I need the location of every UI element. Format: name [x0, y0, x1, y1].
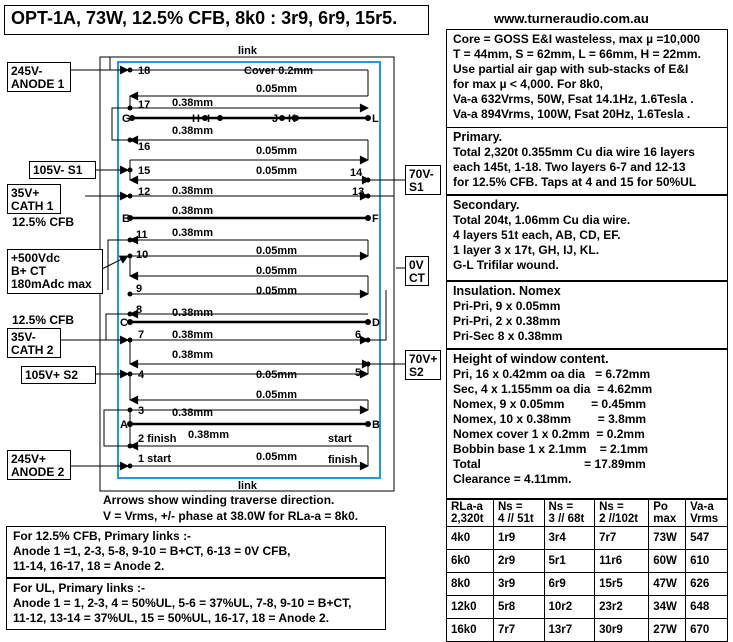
finish-label: finish	[328, 454, 358, 466]
letter-j: J	[272, 113, 279, 125]
table-row	[447, 573, 728, 596]
table-cell: 47W	[649, 573, 686, 596]
website[interactable]: www.turneraudio.com.au	[494, 11, 649, 26]
table-cell: 10r2	[544, 596, 595, 619]
pin-8: 8	[136, 304, 143, 316]
pin-11: 11	[136, 229, 148, 241]
table-cell: 670	[686, 619, 728, 642]
pin-9: 9	[136, 283, 143, 295]
cell-text: max	[653, 513, 677, 525]
text-line: Core = GOSS E&I wasteless, max µ =10,000	[453, 32, 701, 46]
cell-text: 2 //102t	[599, 513, 639, 525]
text-line: Pri-Sec 8 x 0.38mm	[453, 329, 563, 343]
terminal-line: 70V-	[409, 167, 434, 181]
wire-label: 0.05mm	[256, 265, 297, 277]
letter-i: I	[207, 113, 211, 125]
text-line: Total = 17.89mm	[453, 457, 646, 471]
text-line: each 145t, 1-18. Two layers 6-7 and 12-13	[453, 160, 686, 174]
table-cell: 15r5	[595, 573, 649, 596]
section-heading: Primary.	[453, 130, 503, 144]
terminal-line: 35V+	[11, 186, 40, 200]
arrow-note: Arrows show winding traverse direction.	[103, 493, 335, 507]
letter-b: B	[372, 419, 380, 431]
wire-label: 0.05mm	[256, 245, 297, 257]
terminal-line: 105V- S1	[33, 163, 83, 177]
terminal-0v-ct	[405, 256, 429, 286]
cover-label: Cover 0.2mm	[244, 65, 314, 77]
table-cell: 23r2	[595, 596, 649, 619]
letter-g: G	[122, 113, 131, 125]
cfb-label-1: 12.5% CFB	[12, 215, 75, 229]
table-cell: 5r8	[493, 596, 544, 619]
text-line: for max µ < 4,000. For 8k0,	[453, 77, 603, 91]
terminal-line: 245V-	[11, 64, 43, 78]
cfb-label-2: 12.5% CFB	[12, 313, 75, 327]
text-line: Va-a 632Vrms, 50W, Fsat 14.1Hz, 1.6Tesla .	[453, 92, 694, 106]
text-line: 1 layer 3 x 17t, GH, IJ, KL.	[453, 243, 600, 257]
terminal-70v-s1	[405, 165, 441, 195]
text-line: Pri-Pri, 9 x 0.05mm	[453, 299, 561, 313]
letter-l: L	[372, 113, 379, 125]
table-cell: 13r7	[544, 619, 595, 642]
header-cell	[447, 500, 494, 527]
table-cell: 5r1	[544, 550, 595, 573]
table-cell: 6r9	[544, 573, 595, 596]
cfb-links-panel	[6, 526, 386, 578]
terminal-line: ANODE 2	[11, 465, 65, 479]
terminal-line: B+ CT	[11, 264, 47, 278]
table-cell: 11r6	[595, 550, 649, 573]
text-line: Total 204t, 1.06mm Cu dia wire.	[453, 213, 631, 227]
secondary-panel	[446, 195, 728, 281]
terminal-line: CT	[409, 271, 425, 285]
pin-15: 15	[138, 165, 151, 177]
terminal-cath1	[7, 184, 61, 214]
text-line: Total 2,320t 0.355mm Cu dia wire 16 layers	[453, 145, 695, 159]
wire-label: 0.05mm	[256, 369, 297, 381]
text-line: 11-14, 16-17, 18 = Anode 2.	[13, 559, 165, 573]
terminal-s2	[21, 366, 96, 384]
wire-label: 0.38mm	[172, 349, 213, 361]
table-cell: 2r9	[493, 550, 544, 573]
terminal-line: 105V+ S2	[25, 368, 79, 382]
wire-label: 0.38mm	[172, 307, 213, 319]
table-cell: 626	[686, 573, 728, 596]
pin-18: 18	[138, 65, 151, 77]
cell-text: Ns =	[548, 501, 574, 513]
table-cell: 547	[686, 527, 728, 550]
terminal-line: CATH 2	[11, 343, 54, 357]
terminal-line: 245V+	[11, 452, 47, 466]
text-line: Anode 1 = 1, 2-3, 4 = 50%UL, 5-6 = 37%UL, 7-8, 9-10 = B+CT,	[13, 596, 352, 610]
table-cell: 34W	[649, 596, 686, 619]
table-cell: 1r9	[493, 527, 544, 550]
text-line: For UL, Primary links :-	[13, 581, 146, 595]
text-line: G-L Trifilar wound.	[453, 258, 559, 272]
text-line: Nomex cover 1 x 0.2mm = 0.2mm	[453, 427, 645, 441]
table-cell: 27W	[649, 619, 686, 642]
text-line: Va-a 894Vrms, 100W, Fsat 20Hz, 1.6Tesla .	[453, 107, 691, 121]
wire-label: 0.38mm	[172, 407, 213, 419]
terminal-line: CATH 1	[11, 199, 54, 213]
start-label: start	[328, 433, 352, 445]
bobbin	[118, 62, 380, 478]
pin-1: 1 start	[138, 453, 172, 465]
section-heading: Height of window content.	[453, 352, 609, 366]
letter-d: D	[372, 317, 380, 329]
title-text: OPT-1A, 73W, 12.5% CFB, 8k0 : 3r9, 6r9, 15r5.	[11, 8, 398, 28]
table-row	[447, 596, 728, 619]
header-cell	[493, 500, 544, 527]
terminal-line: ANODE 1	[11, 77, 65, 91]
text-line: 4 layers 51t each, AB, CD, EF.	[453, 228, 621, 242]
wire-label: 0.05mm	[256, 83, 297, 95]
cell-text: RLa-a	[451, 501, 483, 513]
section-heading: Insulation. Nomex	[453, 284, 561, 298]
pin-13: 13	[352, 186, 365, 198]
pin-6: 6	[355, 329, 362, 341]
terminal-anode2	[7, 450, 71, 480]
letter-a: A	[120, 419, 128, 431]
terminal-70v-s2	[405, 350, 441, 380]
cell-text: 2,320t	[451, 513, 484, 525]
wire-label: 0.05mm	[256, 451, 297, 463]
terminal-line: S2	[409, 365, 424, 379]
pin-3: 3	[138, 405, 145, 417]
pin-17: 17	[138, 99, 151, 111]
pin-7: 7	[138, 329, 145, 341]
text-line: for 12.5% CFB. Taps at 4 and 15 for 50%UL	[453, 175, 697, 189]
pin-12: 12	[138, 186, 151, 198]
cell-text: Po	[653, 501, 668, 513]
link-top: link	[238, 45, 257, 57]
table-cell: 12k0	[447, 596, 494, 619]
cell-text: Vrms	[690, 513, 719, 525]
terminal-s1	[29, 161, 96, 179]
letter-h: H	[192, 113, 200, 125]
link-bottom: link	[238, 480, 257, 492]
terminal-line: 180mAdc max	[11, 277, 92, 291]
insulation-panel	[446, 281, 728, 349]
table-cell: 30r9	[595, 619, 649, 642]
table-cell: 3r9	[493, 573, 544, 596]
table-cell: 8k0	[447, 573, 494, 596]
primary-panel	[446, 127, 728, 195]
table-cell: 7r7	[493, 619, 544, 642]
pin-5: 5	[355, 367, 362, 379]
terminal-anode1	[7, 62, 71, 92]
terminal-line: S1	[409, 180, 424, 194]
cell-text: 4 // 51t	[497, 513, 534, 525]
header-cell	[544, 500, 595, 527]
header-cell	[649, 500, 686, 527]
pin-4: 4	[138, 369, 145, 381]
outer-frame	[100, 57, 394, 491]
section-heading: Secondary.	[453, 198, 520, 212]
ratio-table	[446, 499, 728, 642]
terminal-line: 70V+	[409, 352, 438, 366]
wire-label: 0.38mm	[172, 227, 213, 239]
text-line: Sec, 4 x 1.155mm oa dia = 4.62mm	[453, 382, 653, 396]
wire-label: 0.38mm	[172, 329, 213, 341]
wire-label: 0.05mm	[256, 285, 297, 297]
text-line: Nomex, 9 x 0.05mm = 0.45mm	[453, 397, 647, 411]
pin-14: 14	[350, 167, 363, 179]
terminal-cath2	[7, 328, 61, 358]
text-line: Pri-Pri, 2 x 0.38mm	[453, 314, 561, 328]
terminal-line: 0V	[409, 258, 424, 272]
table-cell: 73W	[649, 527, 686, 550]
wire-label: 0.05mm	[256, 165, 297, 177]
phase-note: V = Vrms, +/- phase at 38.0W for RLa-a = 8k0.	[103, 509, 359, 523]
height-panel	[446, 349, 728, 499]
table-header-row	[447, 500, 728, 527]
text-line: Anode 1 =1, 2-3, 5-8, 9-10 = B+CT, 6-13 = 0V CFB,	[13, 544, 291, 558]
letter-e: E	[122, 213, 130, 225]
ul-links-panel	[6, 578, 386, 630]
letter-f: F	[372, 213, 379, 225]
table-cell: 7r7	[595, 527, 649, 550]
pin-2: 2 finish	[138, 433, 177, 445]
table-cell: 60W	[649, 550, 686, 573]
terminal-line: 35V-	[11, 330, 36, 344]
wire-label: 0.38mm	[172, 205, 213, 217]
text-line: Nomex, 10 x 0.38mm = 3.8mm	[453, 412, 647, 426]
text-line: 11-12, 13-14 = 37%UL, 15 = 50%UL, 16-17, 18 = Anode 2.	[13, 611, 330, 625]
cell-text: 3 // 68t	[548, 513, 585, 525]
header-cell	[595, 500, 649, 527]
table-cell: 610	[686, 550, 728, 573]
letter-k: K	[288, 113, 296, 125]
cell-text: Ns =	[497, 501, 523, 513]
table-row	[447, 527, 728, 550]
table-cell: 16k0	[447, 619, 494, 642]
table-cell: 6k0	[447, 550, 494, 573]
wire-label: 0.38mm	[172, 125, 213, 137]
wire-label: 0.38mm	[172, 185, 213, 197]
wire-label: 0.38mm	[188, 429, 229, 441]
letter-c: C	[120, 317, 128, 329]
table-row	[447, 619, 728, 642]
header-cell	[686, 500, 728, 527]
table-row	[447, 550, 728, 573]
table-cell: 3r4	[544, 527, 595, 550]
core-panel	[446, 29, 728, 128]
cell-text: Va-a	[690, 501, 714, 513]
wire-label: 0.05mm	[256, 389, 297, 401]
terminal-line: +500Vdc	[11, 251, 61, 265]
cell-text: Ns =	[599, 501, 624, 513]
table-cell: 4k0	[447, 527, 494, 550]
wire-label: 0.38mm	[172, 97, 213, 109]
text-line: Use partial air gap with sub-stacks of E&I	[453, 62, 689, 76]
table-cell: 648	[686, 596, 728, 619]
text-line: Bobbin base 1 x 2.1mm = 2.1mm	[453, 442, 649, 456]
pin-10: 10	[136, 249, 149, 261]
text-line: Pri, 16 x 0.42mm oa dia = 6.72mm	[453, 367, 651, 381]
text-line: T = 44mm, S = 62mm, L = 66mm, H = 22mm.	[453, 47, 701, 61]
text-line: Clearance = 4.11mm.	[453, 472, 572, 486]
wire-label: 0.05mm	[256, 145, 297, 157]
terminal-bct	[7, 249, 103, 294]
pin-16: 16	[138, 141, 151, 153]
text-line: For 12.5% CFB, Primary links :-	[13, 529, 192, 543]
